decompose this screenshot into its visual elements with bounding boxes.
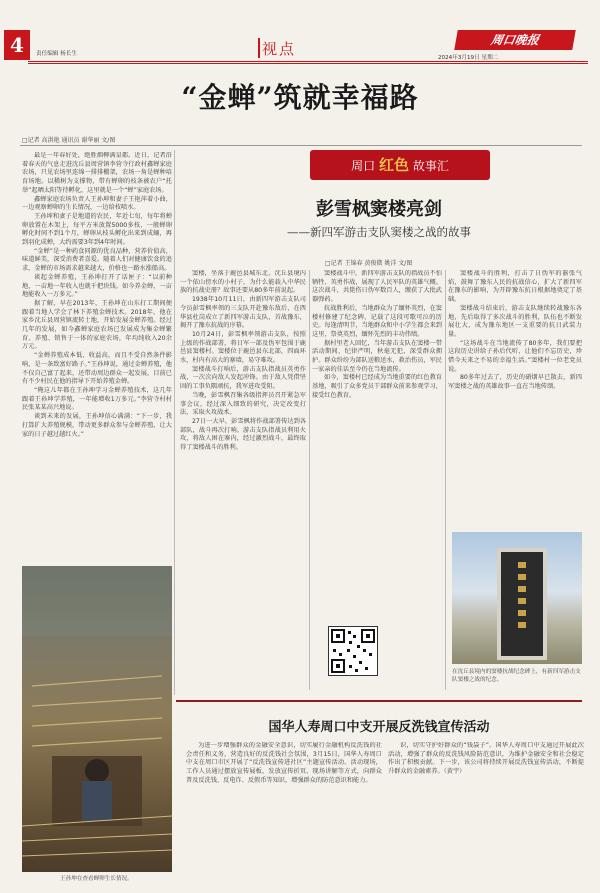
paragraph: “金蝉养殖成本低、收益高，而且不受自然条件影响，是一条致富好路子。”王孙坤说，通过金蝉养殖，他不仅自己富了起来，还带动周边群众一起发展，目前已有不少村民在他的指导下开始养殖金蝉。 bbox=[22, 352, 172, 386]
bottom-body-column-2 bbox=[388, 742, 584, 862]
main-article-body bbox=[22, 152, 172, 565]
qr-code-pattern bbox=[329, 627, 377, 675]
paragraph: 识，切实守护好群众的“钱袋子”。国华人寿周口中支通过开展此次活动，增强了群众的反洗钱风险防范意识，为维护金融安全和社会稳定作出了积极贡献。下一步，该公司将持续开展反洗钱宣传活动，不断提升群众的金融素养。（黄宇） bbox=[388, 742, 584, 776]
paragraph: 窦楼战斗的胜利，打击了日伪军的嚣张气焰，鼓舞了豫东人民的抗战信心，扩大了新四军在豫东的影响，为开辟豫东抗日根据地奠定了基础。 bbox=[448, 270, 582, 304]
paragraph: 据村里老人回忆，当年游击支队在窦楼一带活动期间，纪律严明，秋毫无犯，深受群众拥护。群众纷纷为部队送粮送水，救治伤员，军民一家亲的佳话至今仍在当地流传。 bbox=[312, 339, 442, 373]
paragraph: 27日一大早，彭雪枫将作战部署传达到各部队，战斗再次打响。游击支队指战员利用火攻，将敌人困在寨内，经过激烈战斗，最终取得了窦楼战斗的胜利。 bbox=[180, 417, 306, 452]
main-byline: □记者 高洪艳 通讯员 谢华丽 文/图 bbox=[22, 137, 116, 144]
section-divider bbox=[258, 38, 260, 58]
paragraph: 1938年10月11日，由新四军游击支队司令员彭雪枫率领的三支队开赴豫东敌后，在西华县杜岗成立了新四军游击支队，首战豫东，揭开了豫东抗战的序幕。 bbox=[180, 296, 306, 330]
banner-prefix: 周口 bbox=[351, 159, 376, 173]
paragraph: 王孙坤和妻子是地道的农民，年近七旬，每年将蝉卵放置在木架上，每平方米放置5000多枝，一般蝉卵孵化时间不到1个月，蝉卵从枝头孵化出来到成蛹，再到羽化成蝉，大约需要3年到4年时间。 bbox=[22, 212, 172, 247]
paragraph: 据了解，早在2013年，王孙坤在山东打工期间便跟着当地人学会了林下养殖金蝉技术。2018年，他在家乡沈丘县周营镇流转土地，开始发展金蝉养殖。经过几年的发展，如今鑫蝉家庭农场已发展成为集金蝉繁育、养殖、销售于一体的家庭农场，年均纯收入20余万元。 bbox=[22, 299, 172, 351]
issue-date: 2024年3月19日 星期二 bbox=[438, 55, 499, 61]
series-body-column-2 bbox=[312, 270, 442, 646]
main-headline: “金蝉”筑就幸福路 bbox=[181, 81, 419, 114]
paragraph: 为进一步增强群众的金融安全意识，切实履行金融机构反洗钱的社会责任和义务，营造良好的反洗钱社会氛围，3月15日，国华人寿周口中支在周口市区开展了“反洗钱宣传进社区”主题宣传活动。活动现场，工作人员通过摆放宣传展板、发放宣传折页、现场讲解等方式，向群众普及反洗钱、反电诈、反假币等知识，增强群众的防范意识和能力。 bbox=[186, 742, 382, 784]
paragraph: 窦楼战斗中，新四军游击支队的指战员不怕牺牲、英勇作战，展现了人民军队的英雄气概。这次战斗，共毙伤日伪军数百人，缴获了大批武器弹药。 bbox=[312, 270, 442, 304]
paragraph: 10月24日，彭雪枫率领游击支队，按照上级的作战部署，将日军一部及伪军包围于鹿邑县窦楼村。窦楼位于鹿邑县东北部，四面环水，村内有高大的寨墙，易守难攻。 bbox=[180, 330, 306, 365]
paragraph: 鑫蝉家庭农场负责人王孙坤和妻子王艳萍着小曲，一边观察蝉卵的生长情况，一边给枝喷水。 bbox=[22, 195, 172, 212]
bottom-body-column-1 bbox=[186, 742, 382, 862]
page-number: 4 bbox=[4, 30, 30, 60]
paragraph: 抗战胜利后，当地群众为了缅怀英烈，在窦楼村修建了纪念碑，记载了这段可歌可泣的历史。每逢清明节，当地群众和中小学生都会来到这里，祭奠英烈，缅怀先烈的丰功伟绩。 bbox=[312, 304, 442, 338]
bottom-headline: 国华人寿周口中支开展反洗钱宣传活动 bbox=[268, 720, 490, 735]
newspaper-logo: 周口晚报 bbox=[454, 30, 576, 50]
series-body-column-1 bbox=[180, 270, 306, 646]
stele-inscription bbox=[501, 552, 543, 656]
paragraph: 窦楼战斗结束后，游击支队继续转战豫东各地，先后取得了多次战斗的胜利，队伍也不断发展壮大，成为豫东地区一支重要的抗日武装力量。 bbox=[448, 304, 582, 338]
paragraph: “这场战斗在当地流传了80多年，我们要把这段历史讲给子孙后代听，让他们不忘历史，珍惜今天来之不易的幸福生活。”窦楼村一位老党员说。 bbox=[448, 339, 582, 373]
column-divider bbox=[309, 270, 310, 690]
header-rule-secondary bbox=[28, 63, 588, 64]
bottom-rule bbox=[176, 700, 582, 702]
farm-photo-illustration bbox=[22, 566, 172, 872]
paragraph: 谈起金蝉养殖，王孙坤打开了话匣子：“以前种地，一亩地一年收入也就千把块钱。如今养金蝉，一亩地能收入一万多元。” bbox=[22, 273, 172, 299]
editor-credit: 责任编辑 杨长生 bbox=[36, 51, 77, 57]
paragraph: 80多年过去了，历史的硝烟早已散去，新四军窦楼之战的英雄故事一直在当地传颂。 bbox=[448, 374, 582, 391]
section-title: 视点 bbox=[262, 40, 297, 58]
banner-suffix: 故事汇 bbox=[412, 159, 449, 173]
series-body-column-3 bbox=[448, 270, 582, 518]
qr-code[interactable] bbox=[328, 626, 378, 676]
paragraph: 最是一年春好处，绝胜烟柳满皇都。近日，记者沿着春天的气息走进沈丘县周营镇李营寺行政村鑫蝉家庭农场，只见农场里连绵一排排棚架，农场一角是蝉种培育场地。以稀树为支撑物，带有蝉卵的枝条被农户“托举”起晒太阳等待孵化，这里就是一个“蝉”家庭农场。 bbox=[22, 152, 172, 194]
series-headline: 彭雪枫窦楼亮剑 bbox=[316, 199, 442, 220]
paragraph: 谈到未来的发展，王孙坤信心满满：“下一步，我打算扩大养殖规模，带动更多群众参与金蝉养殖，让大家的日子越过越红火。” bbox=[22, 413, 172, 438]
monument-photo-caption: 在沈丘县境内的窦楼抗战纪念碑上，有新四军游击支队窦楼之战的纪念。 bbox=[452, 669, 581, 683]
header-rule bbox=[28, 61, 588, 62]
column-divider bbox=[174, 150, 175, 695]
series-subheadline: ——新四军游击支队窦楼之战的故事 bbox=[287, 225, 471, 239]
column-divider bbox=[445, 270, 446, 690]
series-byline: □记者 王锦春 黄俊微 姚洋 文/图 bbox=[325, 260, 413, 267]
farm-photo bbox=[22, 566, 172, 872]
paragraph: 窦楼战斗打响后，游击支队指战员英勇作战，一次次向敌人发起冲锋。由于敌人凭借坚固的工事负隅顽抗，我军进攻受阻。 bbox=[180, 365, 306, 391]
farm-photo-caption: 王孙坤在查看蝉卵生长情况。 bbox=[60, 876, 133, 882]
paragraph: 当晚，彭雪枫召集各级指挥员召开紧急军事会议，经过深入细致的研究，决定改变打法，采取火攻战术。 bbox=[180, 391, 306, 417]
paragraph: “金蝉”是一种药食同源的优良品种，营养价值高，味道鲜美，深受消费者喜爱。随着人们对健康饮食的追求，金蝉的市场需求越来越大，价格也一路水涨船高。 bbox=[22, 247, 172, 273]
main-rule bbox=[20, 145, 582, 146]
memorial-stele bbox=[497, 548, 547, 660]
banner-highlight: 红色 bbox=[378, 156, 409, 174]
series-banner bbox=[310, 150, 490, 180]
paragraph: 窦楼，坐落于鹿邑县城东北、沈丘县境内一个依山傍水的小村子，为什么能载入中华民族的抗战史册？故事还要从80多年前说起。 bbox=[180, 270, 306, 295]
paragraph: 如今，窦楼村已经成为当地重要的红色教育基地，吸引了众多党员干部群众前来参观学习，接受红色教育。 bbox=[312, 374, 442, 399]
paragraph: “俺这儿年都在王孙坤学习金蝉养殖技术，这几年跟着王孙坤学养殖，一年能增收1万多元。”李营寺村村民张某某高兴地说。 bbox=[22, 386, 172, 412]
